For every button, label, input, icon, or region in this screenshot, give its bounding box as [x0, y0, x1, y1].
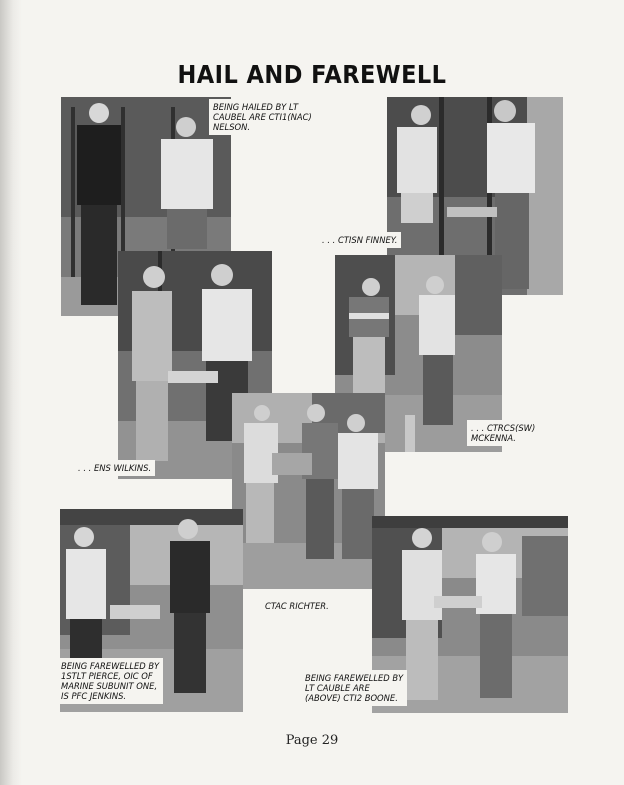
caption-nelson: BEING HAILED BY LT CAUBEL ARE CTI1(NAC) NELSON. — [209, 99, 316, 135]
caption-jenkins: BEING FAREWELLED BY 1STLT PIERCE, OIC OF MARINE SUBUNIT ONE, IS PFC JENKINS. — [57, 658, 163, 704]
caption-finney: . . . CTISN FINNEY. — [318, 232, 401, 248]
page-number: Page 29 — [285, 733, 339, 748]
page-title: HAIL AND FAREWELL — [177, 60, 447, 89]
page-binding-shadow — [0, 0, 22, 785]
caption-wilkins: . . . ENS WILKINS. — [74, 460, 155, 476]
caption-richter: CTAC RICHTER. — [261, 598, 333, 614]
caption-mckenna: . . . CTRCS(SW) MCKENNA. — [467, 420, 539, 446]
photo-richter — [232, 393, 385, 589]
caption-boone: BEING FAREWELLED BY LT CAUBLE ARE (ABOVE) CTI2 BOONE. — [301, 670, 407, 706]
